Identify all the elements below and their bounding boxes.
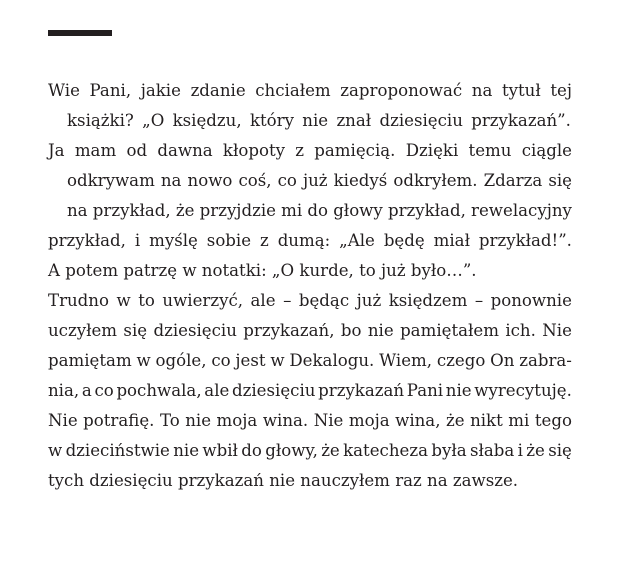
word: w: [270, 351, 285, 370]
text-line: [48, 226, 572, 256]
word: dawna: [157, 141, 213, 160]
text-line: [67, 106, 571, 136]
word: nie: [302, 111, 329, 130]
word: do: [307, 201, 328, 220]
text-line: [48, 436, 572, 466]
word: zdanie: [190, 81, 246, 100]
word: dzieciństwie: [65, 441, 170, 460]
word: wyrecytuję.: [474, 381, 572, 400]
word: tytuł: [501, 81, 541, 100]
word: na: [471, 81, 493, 100]
word: dziesięciu: [153, 321, 237, 340]
word: Wie: [48, 81, 80, 100]
word: moja: [216, 411, 258, 430]
word: uwierzyć,: [162, 291, 244, 310]
word: „Ale: [339, 231, 375, 250]
word: pamiętam: [48, 351, 132, 370]
word: Pani,: [89, 81, 132, 100]
word: Trudno: [48, 291, 109, 310]
text-line: [48, 376, 572, 406]
word: Dekalogu.: [289, 351, 375, 370]
word: będę: [383, 231, 425, 250]
word: pochwala,: [116, 381, 202, 400]
word: przykład,: [48, 231, 126, 250]
word: To: [159, 411, 180, 430]
word: co: [277, 171, 297, 190]
word: czego: [436, 351, 486, 370]
word: nikt: [470, 411, 503, 430]
word: sobie: [206, 231, 252, 250]
word: głowy,: [265, 441, 318, 460]
word: od: [126, 141, 148, 160]
text-line: tych dziesięciu przykazań nie nauczyłem raz na zawsze.: [48, 471, 519, 490]
word: pamięcią.: [314, 141, 396, 160]
word: „O: [142, 111, 165, 130]
word: że: [526, 441, 545, 460]
word: i: [134, 231, 141, 250]
word: przykazań”.: [471, 111, 571, 130]
word: nie: [185, 411, 212, 430]
word: On: [490, 351, 515, 370]
word: moja: [348, 411, 390, 430]
word: nowo: [187, 171, 233, 190]
word: ogóle,: [155, 351, 207, 370]
word: się: [123, 321, 148, 340]
word: księdzem: [388, 291, 468, 310]
word: odkryłem.: [393, 171, 478, 190]
word: w: [116, 291, 131, 310]
word: co: [94, 381, 114, 400]
word: katecheza: [343, 441, 428, 460]
word: bo: [340, 321, 362, 340]
word: –: [474, 291, 484, 310]
word: nie: [367, 321, 394, 340]
word: przykazań,: [243, 321, 335, 340]
word: ponownie: [490, 291, 572, 310]
word: mi: [508, 411, 530, 430]
word: się: [548, 441, 572, 460]
word: że: [321, 441, 340, 460]
word: ale: [250, 291, 276, 310]
word: książki?: [67, 111, 134, 130]
decorative-rule: [48, 30, 112, 36]
word: na: [67, 201, 88, 220]
word: z: [260, 231, 269, 250]
word: dumą:: [277, 231, 331, 250]
word: nia,: [48, 381, 80, 400]
word: kiedyś: [333, 171, 388, 190]
word: na: [160, 171, 182, 190]
text-line: A potem patrzę w notatki: „O kurde, to już było…”.: [48, 261, 477, 280]
text-line: [48, 346, 572, 376]
word: dziesięciu: [379, 111, 463, 130]
word: ciągle: [521, 141, 572, 160]
word: Zdarza: [483, 171, 543, 190]
text-line: [48, 286, 572, 316]
word: a: [81, 381, 92, 400]
word: ich.: [505, 321, 536, 340]
word: że: [175, 201, 195, 220]
word: coś,: [238, 171, 272, 190]
word: zaproponować: [340, 81, 463, 100]
word: –: [283, 291, 292, 310]
word: wina.: [262, 411, 309, 430]
word: znał: [336, 111, 372, 130]
word: nie: [445, 381, 472, 400]
word: przykład,: [92, 201, 171, 220]
word: się: [548, 171, 572, 190]
word: Dzięki: [405, 141, 459, 160]
word: była: [431, 441, 467, 460]
text-line: [48, 406, 572, 436]
word: w: [136, 351, 151, 370]
word: myślę: [149, 231, 198, 250]
word: Ja: [48, 141, 65, 160]
word: co: [211, 351, 231, 370]
word: pamiętałem: [400, 321, 499, 340]
word: już: [356, 291, 382, 310]
word: uczyłem: [48, 321, 118, 340]
word: przykład!”.: [478, 231, 572, 250]
word: że: [445, 411, 465, 430]
text-line: [48, 76, 572, 106]
word: mi: [281, 201, 303, 220]
word: odkrywam: [67, 171, 155, 190]
word: tej: [550, 81, 572, 100]
word: mam: [74, 141, 117, 160]
word: rewelacyjny: [471, 201, 572, 220]
word: temu: [468, 141, 512, 160]
word: miał: [433, 231, 470, 250]
word: przykazań: [318, 381, 405, 400]
word: z: [295, 141, 305, 160]
text-line: [67, 196, 572, 226]
word: wina,: [395, 411, 441, 430]
word: potrafię.: [83, 411, 155, 430]
text-line: [48, 316, 572, 346]
word: Nie: [542, 321, 572, 340]
text-line: [67, 166, 572, 196]
word: przykład,: [387, 201, 466, 220]
word: księdzu,: [172, 111, 242, 130]
word: w: [48, 441, 63, 460]
word: Nie: [313, 411, 344, 430]
word: do: [241, 441, 262, 460]
word: to: [138, 291, 155, 310]
word: dziesięciu: [232, 381, 316, 400]
word: Wiem,: [379, 351, 433, 370]
word: już: [302, 171, 328, 190]
word: będąc: [298, 291, 350, 310]
word: tego: [534, 411, 572, 430]
word: kłopoty: [222, 141, 286, 160]
word: jakie: [140, 81, 181, 100]
word: który: [249, 111, 294, 130]
word: chciałem: [255, 81, 331, 100]
word: słaba: [469, 441, 515, 460]
word: wbił: [202, 441, 238, 460]
word: jest: [235, 351, 266, 370]
word: głowy: [333, 201, 383, 220]
word: Pani: [406, 381, 444, 400]
word: Nie: [48, 411, 78, 430]
word: zabra-: [519, 351, 572, 370]
word: przyjdzie: [199, 201, 276, 220]
word: ale: [204, 381, 230, 400]
text-line: [48, 136, 572, 166]
word: nie: [173, 441, 200, 460]
word: i: [517, 441, 523, 460]
